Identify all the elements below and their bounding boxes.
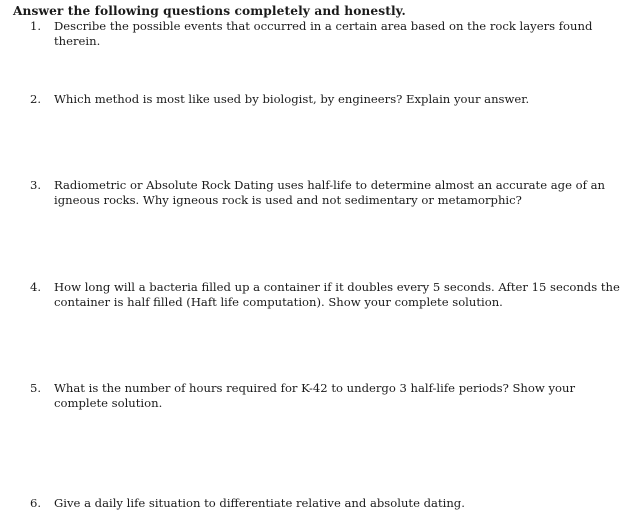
question-6 bbox=[30, 496, 626, 511]
worksheet-heading: Answer the following questions completely and honestly. bbox=[13, 4, 406, 18]
question-number: 5. bbox=[30, 381, 42, 395]
question-text: Radiometric or Absolute Rock Dating uses half-life to determine almost an accurate age of an igneous rocks. Why igneous rock is used and not sedimentary or metamorphic? bbox=[54, 178, 605, 207]
question-number: 3. bbox=[30, 178, 42, 192]
question-5 bbox=[30, 381, 626, 411]
question-2 bbox=[30, 92, 626, 107]
question-1 bbox=[30, 19, 626, 49]
question-3 bbox=[30, 178, 626, 208]
question-number: 2. bbox=[30, 92, 42, 106]
question-text: Describe the possible events that occurred in a certain area based on the rock layers found therein. bbox=[54, 19, 593, 48]
question-text: Give a daily life situation to differentiate relative and absolute dating. bbox=[54, 496, 465, 510]
question-4 bbox=[30, 280, 626, 310]
question-text: What is the number of hours required for K-42 to undergo 3 half-life periods? Show your complete solution. bbox=[54, 381, 576, 410]
question-text: How long will a bacteria filled up a container if it doubles every 5 seconds. After 15 seconds the container is half filled (Haft life computation). Show your complete solution. bbox=[54, 280, 620, 309]
question-text: Which method is most like used by biologist, by engineers? Explain your answer. bbox=[54, 92, 530, 106]
question-number: 6. bbox=[30, 496, 42, 510]
question-number: 4. bbox=[30, 280, 42, 294]
question-number: 1. bbox=[30, 19, 42, 33]
